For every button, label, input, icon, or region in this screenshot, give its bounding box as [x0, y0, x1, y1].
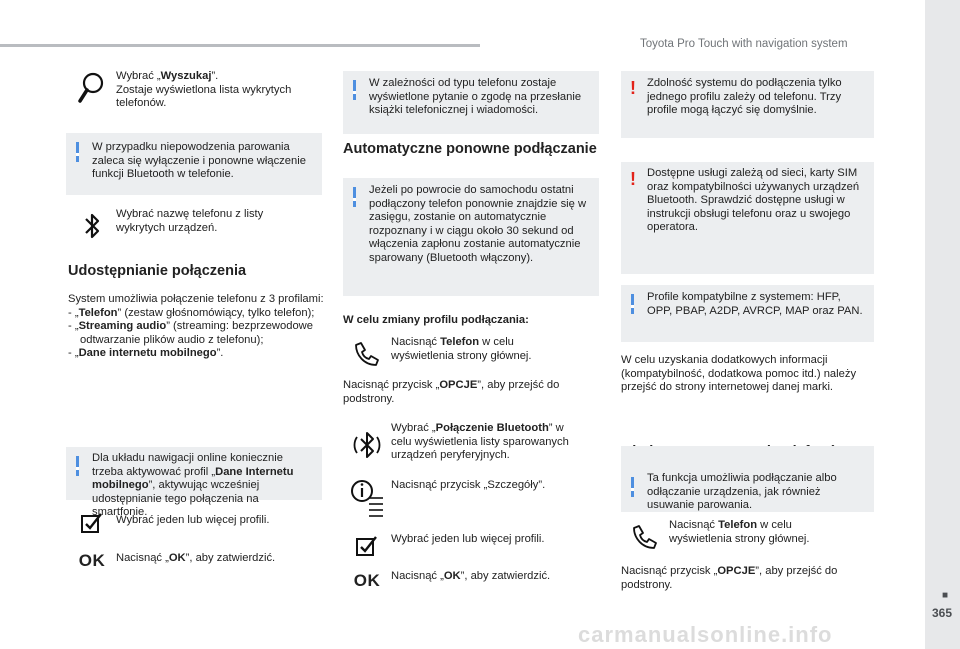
note-auto-reconnect: [343, 178, 599, 296]
header-rule: [0, 44, 480, 47]
profiles-intro: System umożliwia połączenie telefonu z 3 profilami:: [68, 293, 324, 305]
note-text: W przypadku niepowodzenia parowania zaleca się wyłączenie i ponowne włączenie funkcji Bluetooth w telefonie.: [92, 141, 306, 181]
phone-icon: [621, 517, 669, 557]
bluetooth-connection-text: Wybrać „Połączenie Bluetooth” w celu wyświetlenia listy sparowanych urządzeń peryferyjnych.: [391, 422, 569, 462]
note-pairing-failure: [66, 133, 322, 195]
search-step-text: Wybrać „Wyszukaj”. Zostaje wyświetlona lista wykrytych telefonów.: [116, 70, 292, 110]
watermark: carmanualsonline.info: [578, 622, 833, 647]
more-info-text: W celu uzyskania dodatkowych informacji (kompatybilność, dodatkowa pomoc itd.) należy przejść do strony internetowej danej marki.: [621, 354, 857, 394]
heading-auto-reconnect: Automatyczne ponowne podłączanie: [343, 141, 597, 157]
page-header-title: Toyota Pro Touch with navigation system: [640, 38, 848, 50]
note-phonebook-consent: [343, 71, 599, 134]
choose-profiles-step: [68, 508, 324, 538]
page-number: 365: [931, 606, 952, 620]
details-text: Nacisnąć przycisk „Szczegóły”.: [391, 479, 546, 491]
warning-single-profile: [621, 71, 874, 138]
search-icon: [68, 68, 116, 108]
note-text: Jeżeli po powrocie do samochodu ostatni podłączony telefon ponownie znajdzie się w zasięgu, zostanie on automatycznie rozpoznany i w ciągu około 30 sekund od włączenia zapłonu zostanie automatycznie sparowany (Bluetooth włączony).: [369, 184, 587, 264]
note-manage-devices-text: [621, 468, 874, 510]
bluetooth-connection-step: [343, 420, 599, 470]
warning-icon: !: [630, 169, 636, 189]
bluetooth-circle-icon: [343, 420, 391, 470]
warning-services: [621, 162, 874, 274]
choose-profiles-text: Wybrać jeden lub więcej profili.: [116, 514, 270, 526]
choose-profiles-text: Wybrać jeden lub więcej profili.: [391, 533, 545, 545]
note-text: Profile kompatybilne z systemem: HFP, OPP, PBAP, A2DP, AVRCP, MAP oraz PAN.: [647, 291, 863, 317]
profile-item: - „Streaming audio” (streaming: bezprzewodowe odtwarzanie plików audio z telefonu);: [68, 320, 313, 346]
ok-icon: OK: [78, 551, 106, 570]
note-text: W zależności od typu telefonu zostaje wyświetlone pytanie o zgodę na przesłanie książki telefonicznej i wiadomości.: [369, 77, 582, 117]
choose-profiles-step: [343, 531, 599, 561]
details-icon: [343, 475, 391, 521]
page-edge-strip: [925, 0, 960, 649]
options-instruction: Nacisnąć przycisk „OPCJE”, aby przejść do podstrony.: [343, 379, 560, 405]
ok-icon: OK: [353, 571, 381, 590]
note-text: Dla układu nawigacji online koniecznie trzeba aktywować profil „Dane Internetu mobilnego”, aktywując wcześniej udostępnianie tego połączenia na smartfonie.: [92, 452, 294, 519]
search-step: [68, 68, 324, 111]
warning-text: Zdolność systemu do podłączenia tylko jednego profilu zależy od telefonu. Trzy profile mogą łączyć się domyślnie.: [647, 77, 842, 117]
profiles-description: [68, 293, 324, 361]
press-phone-step: [621, 517, 877, 557]
checklist-icon: [343, 531, 391, 561]
note-online-navigation: [66, 447, 322, 519]
note-text: Ta funkcja umożliwia podłączanie albo odłączanie urządzenia, jak również usuwanie parowania.: [647, 472, 837, 512]
warning-icon: !: [630, 78, 636, 98]
warning-text: Dostępne usługi zależą od sieci, karty SIM oraz kompatybilności używanych urządzeń Bluetooth. Sprawdzić dostępne usługi w instrukcji obsługi telefonu oraz u swojego operatora.: [647, 167, 860, 234]
checklist-icon: [68, 508, 116, 538]
confirm-ok-text: Nacisnąć „OK”, aby zatwierdzić.: [391, 570, 551, 582]
press-phone-step: [343, 334, 599, 374]
bluetooth-icon: [68, 206, 116, 246]
confirm-ok-step: [343, 568, 599, 594]
select-phone-step: [68, 206, 324, 246]
confirm-ok-step: [68, 548, 324, 574]
phone-icon: [343, 334, 391, 374]
confirm-ok-text: Nacisnąć „OK”, aby zatwierdzić.: [116, 552, 276, 564]
note-compatible-profiles: [621, 285, 874, 342]
details-step: [343, 475, 599, 521]
profile-item: - „Telefon” (zestaw głośnomówiący, tylko telefon);: [68, 306, 315, 319]
options-instruction: Nacisnąć przycisk „OPCJE”, aby przejść do podstrony.: [621, 565, 838, 591]
heading-connection-sharing: Udostępnianie połączenia: [68, 263, 247, 279]
press-phone-text: Nacisnąć Telefon w celu wyświetlenia strony głównej.: [669, 519, 810, 545]
press-phone-text: Nacisnąć Telefon w celu wyświetlenia strony głównej.: [391, 336, 532, 362]
select-phone-text: Wybrać nazwę telefonu z listy wykrytych urządzeń.: [116, 208, 264, 234]
change-profile-label: W celu zmiany profilu podłączania:: [343, 314, 529, 326]
profile-item: - „Dane internetu mobilnego”.: [68, 347, 224, 360]
page-end-marker: ■: [941, 590, 948, 601]
